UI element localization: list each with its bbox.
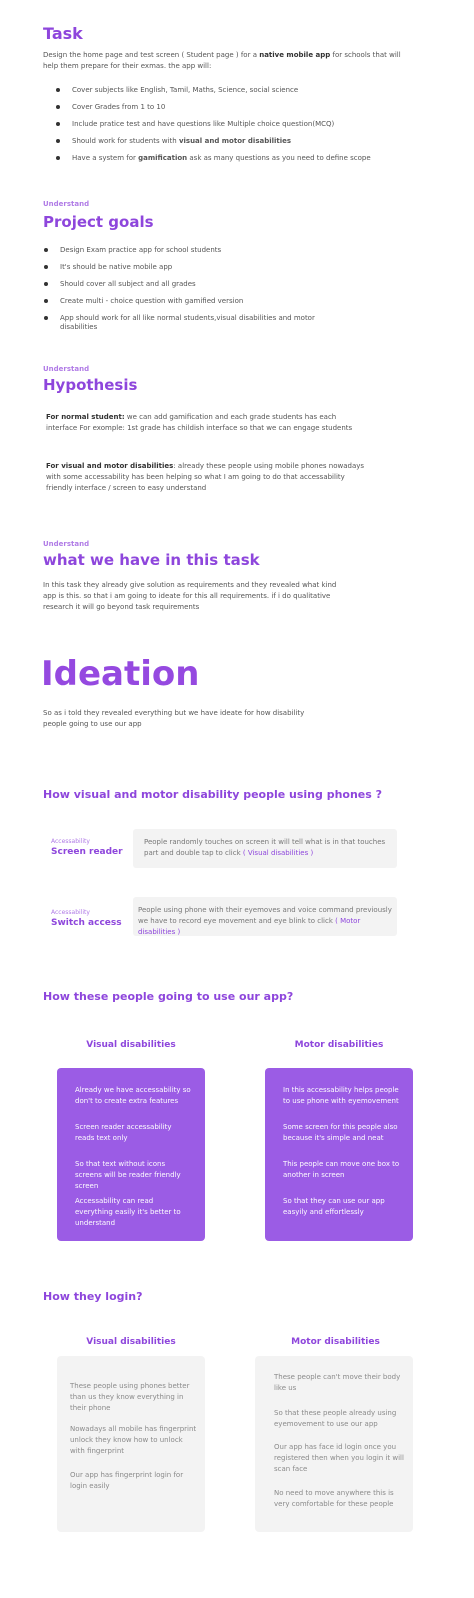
list-item: Nowadays all mobile has fingerprint unlock they know how to unlock with fingerprint bbox=[70, 1425, 197, 1455]
switch-access-desc-box bbox=[133, 897, 397, 936]
list-item: Should work for students with visual and motor disabilities bbox=[55, 137, 425, 146]
use-app-title: How these people going to use our app? bbox=[43, 990, 294, 1003]
list-item: Have a system for gamification ask as many questions as you need to define scope bbox=[55, 154, 425, 163]
ideation-title: Ideation bbox=[41, 654, 200, 694]
phones-title: How visual and motor disability people using phones ? bbox=[43, 788, 383, 801]
hypothesis-eyebrow: Understand bbox=[43, 365, 90, 373]
goals-title: Project goals bbox=[43, 213, 154, 231]
list-item: These people can't move their body like us bbox=[274, 1373, 401, 1392]
screen-reader-desc: People randomly touches on screen it will tell what is in that touches part and double tap to click ( Visual disabilities ) bbox=[144, 838, 386, 857]
use-app-motor-card bbox=[265, 1068, 413, 1241]
list-item: Create multi - choice question with gamified version bbox=[43, 297, 343, 306]
task-bullet-list bbox=[55, 86, 425, 163]
login-visual-card bbox=[57, 1356, 205, 1532]
list-item: Already we have accessability so don't to create extra features bbox=[75, 1086, 191, 1105]
task-title: Task bbox=[43, 24, 83, 43]
list-item: These people using phones better than us they know everything in their phone bbox=[70, 1382, 190, 1412]
switch-access-name: Switch access bbox=[51, 918, 122, 928]
switch-access-eyebrow: Accessability bbox=[51, 909, 90, 916]
goals-bullet-list bbox=[43, 246, 343, 332]
have-text: In this task they already give solution as requirements and they revealed what kind app is this. so that i am going to ideate for this all requirements. if i do qualitative research it will go beyond task requirements bbox=[43, 581, 337, 611]
hypothesis-normal-student: For normal student: we can add gamification and each grade students has each interface For exomple: 1st grade has childish interface so that we can engage students bbox=[46, 413, 353, 432]
goals-eyebrow: Understand bbox=[43, 200, 90, 208]
login-visual-title: Visual disabilities bbox=[86, 1337, 176, 1347]
list-item: It's should be native mobile app bbox=[43, 263, 343, 272]
login-motor-title: Motor disabilities bbox=[291, 1337, 380, 1347]
list-item: Some screen for this people also because it's simple and neat bbox=[283, 1123, 398, 1142]
list-item: This people can move one box to another in screen bbox=[283, 1160, 400, 1179]
use-app-visual-card bbox=[57, 1068, 205, 1241]
list-item: So that these people already using eyemovement to use our app bbox=[274, 1409, 397, 1428]
list-item: Should cover all subject and all grades bbox=[43, 280, 343, 289]
have-title: what we have in this task bbox=[43, 551, 260, 569]
list-item: So that text without icons screens will be reader friendly screen bbox=[75, 1160, 181, 1190]
list-item: Include pratice test and have questions like Multiple choice question(MCQ) bbox=[55, 120, 425, 129]
use-app-visual-title: Visual disabilities bbox=[86, 1040, 176, 1050]
have-eyebrow: Understand bbox=[43, 540, 90, 548]
switch-access-desc: People using phone with their eyemoves and voice command previously we have to record eye movement and eye blink to click ( Motor disabilities ) bbox=[138, 906, 392, 936]
list-item: In this accessability helps people to use phone with eyemovement bbox=[283, 1086, 399, 1105]
list-item: Cover subjects like English, Tamil, Maths, Science, social science bbox=[55, 86, 425, 95]
screen-reader-eyebrow: Accessability bbox=[51, 838, 90, 845]
list-item: App should work for all like normal students,visual disabilities and motor disabilities bbox=[43, 314, 343, 332]
list-item: Design Exam practice app for school students bbox=[43, 246, 343, 255]
login-title: How they login? bbox=[43, 1290, 143, 1303]
hypothesis-disabilities: For visual and motor disabilities: already these people using mobile phones nowadays with some accessability has been helping so what I am going to do that accessability friendly interface / screen to easy understand bbox=[46, 462, 365, 492]
screen-reader-name: Screen reader bbox=[51, 847, 123, 857]
list-item: No need to move anywhere this is very comfortable for these people bbox=[274, 1489, 394, 1508]
list-item: Accessability can read everything easily it's better to understand bbox=[75, 1197, 181, 1227]
list-item: Our app has fingerprint login for login easily bbox=[70, 1471, 184, 1490]
use-app-motor-title: Motor disabilities bbox=[294, 1040, 384, 1050]
ideation-text: So as i told they revealed everything but we have ideate for how disability people going to use our app bbox=[43, 709, 305, 728]
screen-reader-desc-box bbox=[133, 829, 397, 868]
login-motor-card bbox=[255, 1356, 413, 1532]
list-item: Our app has face id login once you registered then when you login it will scan face bbox=[274, 1443, 404, 1473]
list-item: Screen reader accessability reads text only bbox=[75, 1123, 172, 1142]
list-item: So that they can use our app easyily and effortlessly bbox=[283, 1197, 385, 1216]
list-item: Cover Grades from 1 to 10 bbox=[55, 103, 425, 112]
hypothesis-title: Hypothesis bbox=[43, 376, 138, 394]
task-intro: Design the home page and test screen ( Student page ) for a native mobile app for schools that will help them prepare for their exmas. the app will: bbox=[43, 51, 401, 70]
